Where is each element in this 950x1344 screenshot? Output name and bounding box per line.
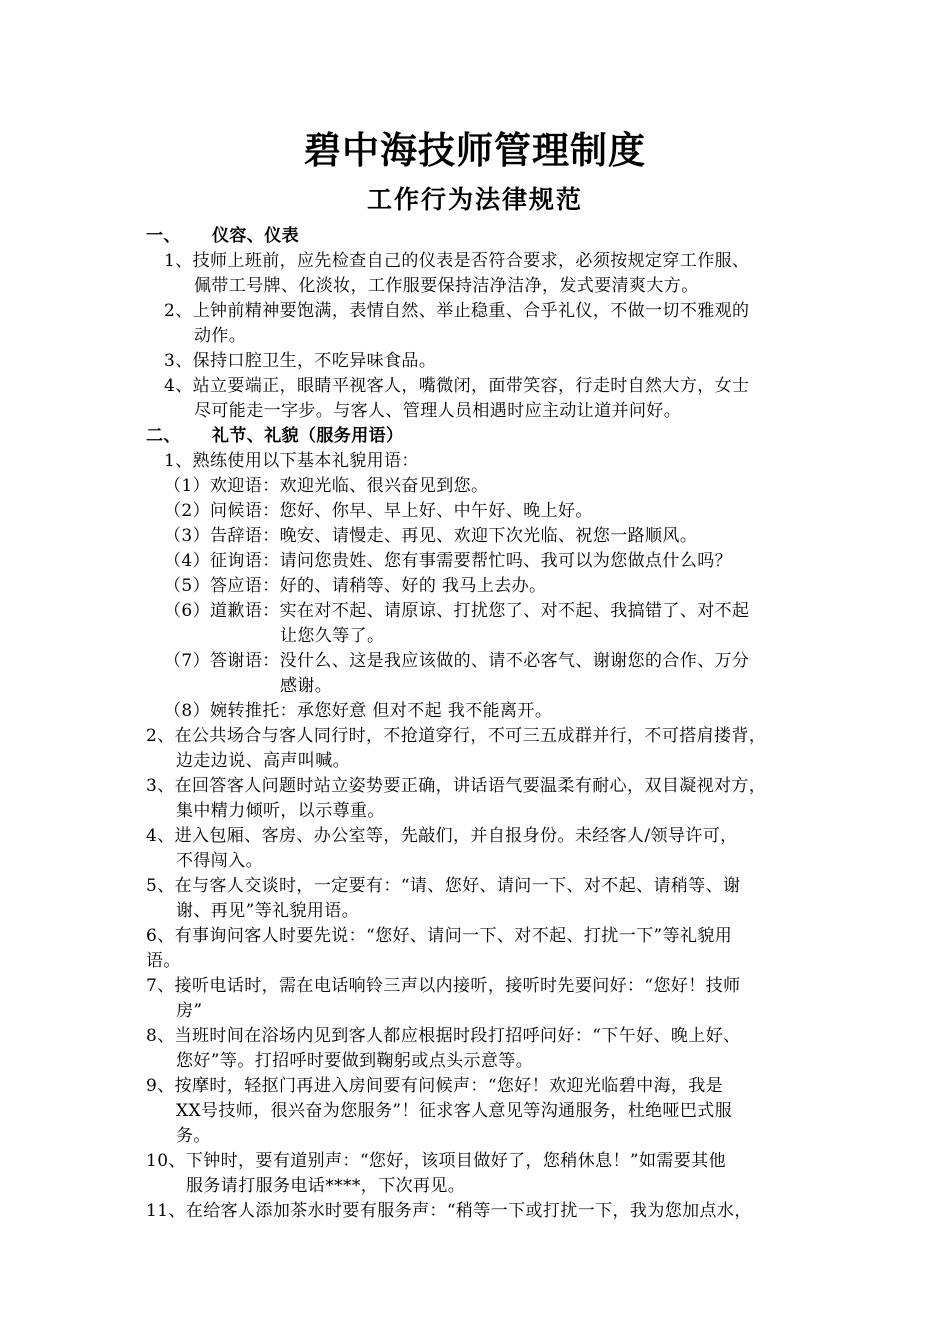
text-line: （3）告辞语：晚安、请慢走、再见、欢迎下次光临、祝您一路顺风。	[164, 526, 698, 546]
text-line: 6、有事询问客人时要先说：“您好、请问一下、对不起、打扰一下”等礼貌用	[146, 926, 733, 946]
text-line: 您好”等。打招呼时要做到鞠躬或点头示意等。	[176, 1051, 534, 1071]
section-heading-appearance	[146, 224, 299, 249]
text-line: 尽可能走一字步。与客人、管理人员相遇时应主动让道并问好。	[194, 401, 682, 421]
text-line: 房”	[176, 1001, 203, 1021]
text-line: 语。	[146, 951, 181, 971]
text-line: 8、当班时间在浴场内见到客人都应根据时段打招呼问好：“下午好、晚上好、	[146, 1026, 741, 1046]
text-line: （7）答谢语：没什么、这是我应该做的、请不必客气、谢谢您的合作、万分	[164, 651, 750, 671]
text-line: 2、在公共场合与客人同行时，不抢道穿行，不可三五成群并行，不可搭肩搂背，	[146, 726, 767, 746]
text-line: XX号技师，很兴奋为您服务”！征求客人意见等沟通服务，杜绝哑巴式服	[176, 1101, 733, 1121]
document-subtitle: 工作行为法律规范	[366, 185, 583, 214]
text-line: 3、在回答客人问题时站立姿势要正确，讲话语气要温柔有耐心，双目凝视对方，	[146, 776, 767, 796]
text-line: 让您久等了。	[280, 626, 385, 646]
text-line: 不得闯入。	[176, 851, 263, 871]
text-line: 7、接听电话时，需在电话响铃三声以内接听，接听时先要问好：“您好！技师	[146, 976, 741, 996]
text-line: （1）欢迎语：欢迎光临、很兴奋见到您。	[164, 476, 489, 496]
text-line: 感谢。	[280, 676, 333, 696]
text-line: （4）征询语：请问您贵姓、您有事需要帮忙吗、我可以为您做点什么吗？	[164, 551, 733, 571]
text-line: （2）问候语：您好、你早、早上好、中午好、晚上好。	[164, 501, 593, 521]
text-line: 1、熟练使用以下基本礼貌用语：	[164, 451, 419, 471]
text-line: 2、上钟前精神要饱满，表情自然、举止稳重、合乎礼仪，不做一切不雅观的	[164, 301, 750, 321]
text-line: 5、在与客人交谈时，一定要有：“请、您好、请问一下、对不起、请稍等、谢	[146, 876, 741, 896]
document-title: 碧中海技师管理制度	[304, 129, 646, 172]
text-line: （5）答应语：好的、请稍等、好的 我马上去办。	[164, 576, 547, 596]
text-line: 4、进入包厢、客房、办公室等，先敲们，并自报身份。未经客人/领导许可，	[146, 826, 738, 846]
section-heading-text: 礼节、礼貌（服务用语）	[212, 426, 404, 446]
text-line: 9、按摩时，轻抠门再进入房间要有问候声：“您好！欢迎光临碧中海，我是	[146, 1076, 724, 1096]
text-line: 10、下钟时，要有道别声：“您好，该项目做好了，您稍休息！”如需要其他	[146, 1151, 727, 1171]
text-line: 集中精力倾听，以示尊重。	[176, 801, 385, 821]
section-heading-text: 仪容、仪表	[212, 226, 299, 246]
text-line: 谢、再见”等礼貌用语。	[176, 901, 360, 921]
text-line: 3、保持口腔卫生，不吃异味食品。	[164, 351, 437, 371]
text-line: 服务请打服务电话****，下次再见。	[186, 1176, 466, 1196]
text-line: 务。	[176, 1126, 211, 1146]
text-line: 1、技师上班前，应先检查自己的仪表是否符合要求，必须按规定穿工作服、	[164, 251, 750, 271]
section-heading-etiquette	[146, 424, 403, 449]
section-number: 二、	[146, 426, 181, 446]
text-line: 4、站立要端正，眼睛平视客人，嘴微闭，面带笑容，行走时自然大方，女士	[164, 376, 750, 396]
text-line: （6）道歉语：实在对不起、请原谅、打扰您了、对不起、我搞错了、对不起	[164, 601, 750, 621]
text-line: 边走边说、高声叫喊。	[176, 751, 350, 771]
text-line: 11、在给客人添加茶水时要有服务声：“稍等一下或打扰一下，我为您加点水，	[146, 1201, 752, 1221]
text-line: 动作。	[194, 326, 247, 346]
section-number: 一、	[146, 226, 181, 246]
text-line: （8）婉转推托：承您好意 但对不起 我不能离开。	[164, 701, 553, 721]
text-line: 佩带工号牌、化淡妆，工作服要保持洁净洁净，发式要清爽大方。	[194, 276, 699, 296]
